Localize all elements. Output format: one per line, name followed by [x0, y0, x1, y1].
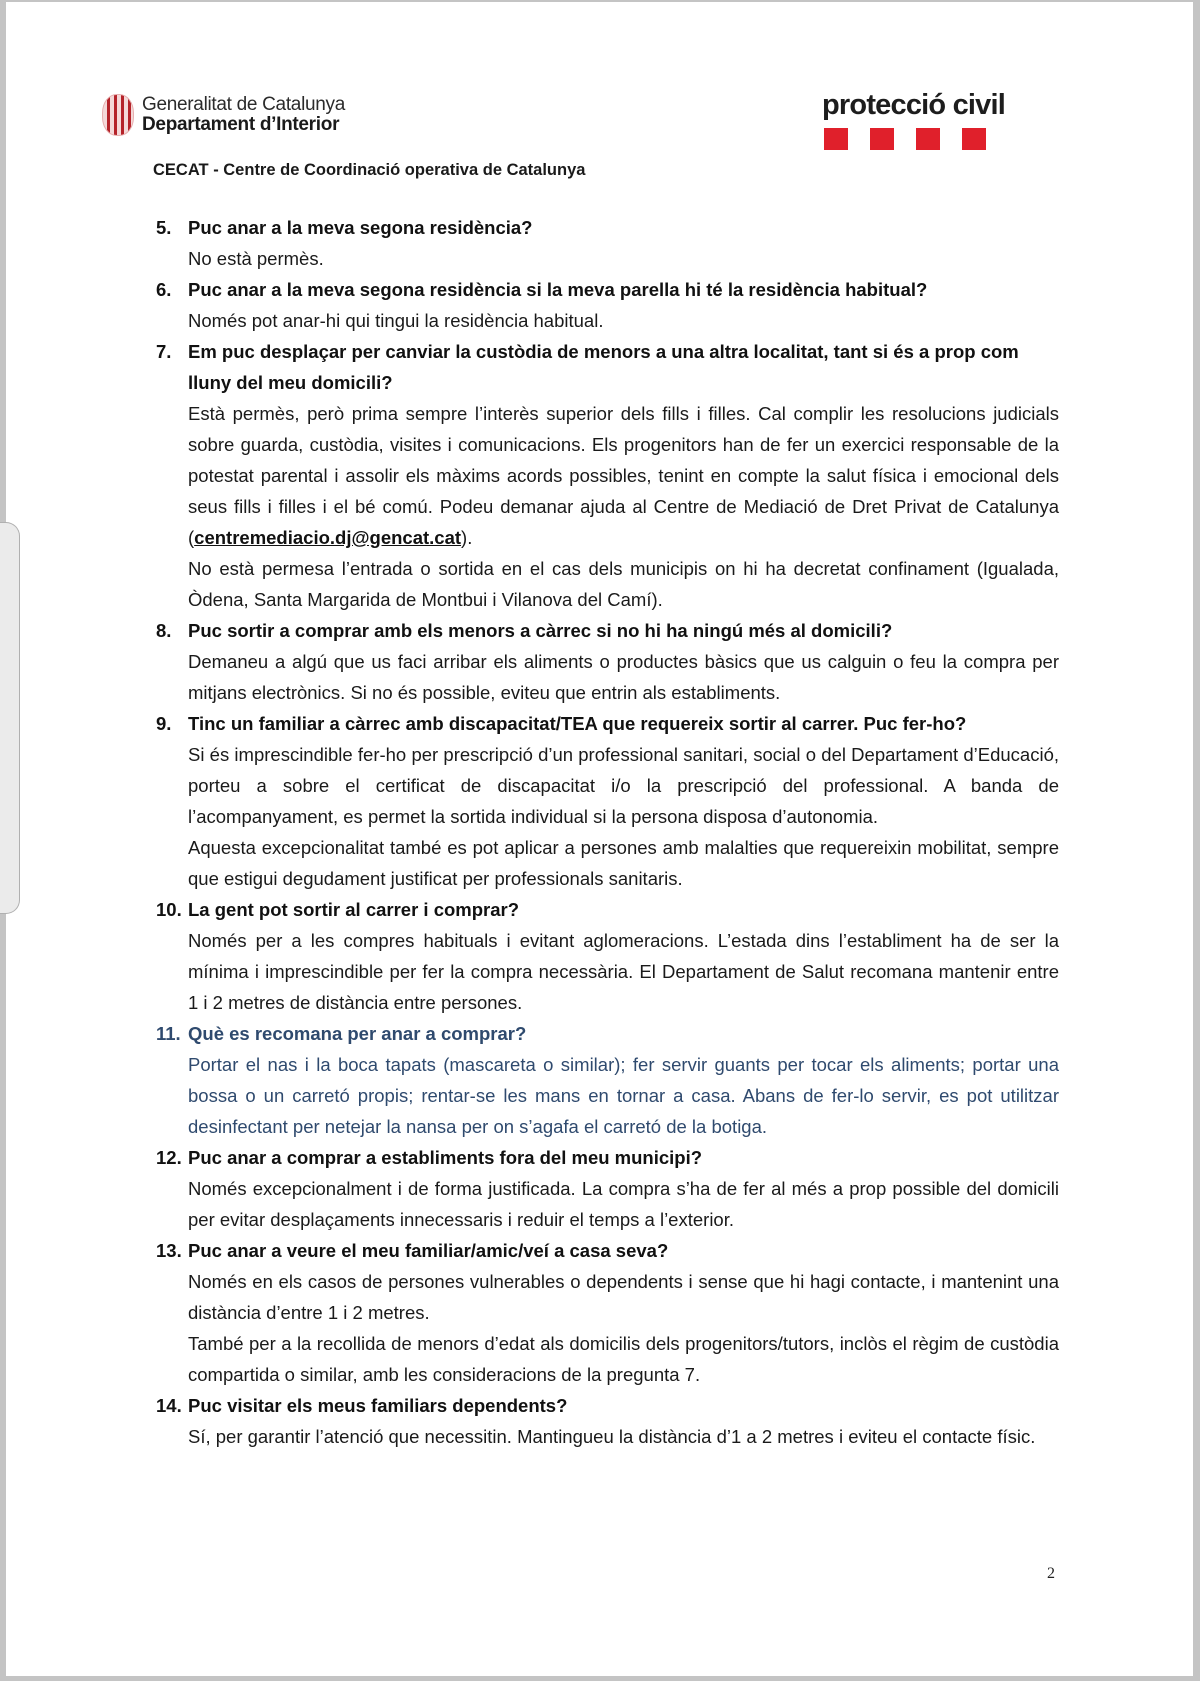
- answer-text: Només en els casos de persones vulnerables o dependents i sense que hi hagi contacte, i mantenint una distància d’entre 1 i 2 metres.: [188, 1271, 1059, 1323]
- red-square-icon: [824, 128, 848, 150]
- answer-text: També per a la recollida de menors d’edat als domicilis dels progenitors/tutors, inclòs el règim de custòdia compartida o similar, amb les consideracions de la pregunta 7.: [188, 1333, 1059, 1385]
- document-page: [6, 2, 1193, 1676]
- question-number: 14.: [156, 1395, 182, 1416]
- proteccio-civil-logo: [822, 90, 1005, 150]
- org-name: Generalitat de Catalunya: [142, 94, 345, 115]
- faq-item-5: [156, 212, 1059, 274]
- question-text: Puc anar a comprar a establiments fora del meu municipi?: [188, 1147, 703, 1168]
- faq-item-10: [156, 894, 1059, 1018]
- answer-text: Sí, per garantir l’atenció que necessitin. Mantingueu la distància d’1 a 2 metres i eviteu el contacte físic.: [188, 1426, 1036, 1447]
- faq-item-6: [156, 274, 1059, 336]
- question-number: 10.: [156, 899, 182, 920]
- question-number: 7.: [156, 341, 172, 362]
- faq-item-14: [156, 1390, 1059, 1452]
- email-link[interactable]: centremediacio.dj@gencat.cat: [194, 527, 462, 548]
- faq-item-11: [156, 1018, 1059, 1142]
- document-subtitle: CECAT - Centre de Coordinació operativa de Catalunya: [153, 161, 586, 179]
- faq-item-13: [156, 1235, 1059, 1390]
- pc-logo-text: protecció civil: [822, 89, 1006, 121]
- faq-list: [156, 212, 1059, 1452]
- faq-item-9: [156, 708, 1059, 894]
- answer-text: No està permesa l’entrada o sortida en el cas dels municipis on hi ha decretat confinament (Igualada, Òdena, Santa Margarida de Montbui i Vilanova del Camí).: [188, 558, 1059, 610]
- question-text: Puc anar a la meva segona residència si la meva parella hi té la residència habitual?: [188, 279, 928, 300]
- answer-text: No està permès.: [188, 248, 324, 269]
- answer-text: Portar el nas i la boca tapats (mascareta o similar); fer servir guants per tocar els aliments; portar una bossa o un carretó propis; rentar-se les mans en tornar a casa. Abans de fer-lo servir, es pot utilitzar desinfectant per netejar la nansa per on s’agafa el carretó de la botiga.: [188, 1054, 1059, 1137]
- question-text: Puc anar a veure el meu familiar/amic/veí a casa seva?: [188, 1240, 669, 1261]
- question-number: 9.: [156, 713, 172, 734]
- question-number: 13.: [156, 1240, 182, 1261]
- generalitat-logo: [102, 94, 345, 136]
- faq-item-12: [156, 1142, 1059, 1235]
- question-number: 11.: [156, 1023, 181, 1044]
- question-text: Puc sortir a comprar amb els menors a càrrec si no hi ha ningú més al domicili?: [188, 620, 893, 641]
- question-text: Puc visitar els meus familiars dependents?: [188, 1395, 568, 1416]
- answer-text: Només per a les compres habituals i evitant aglomeracions. L’estada dins l’establiment ha de ser la mínima i imprescindible per fer la compra necessària. El Departament de Salut recomana mantenir entre 1 i 2 metres de distància entre persones.: [188, 930, 1059, 1013]
- answer-text: Si és imprescindible fer-ho per prescripció d’un professional sanitari, social o del Departament d’Educació, porteu a sobre el certificat de discapacitat i/o la prescripció del professional. A banda de l’acompanyament, es permet la sortida individual si la persona disposa d’autonomia.: [188, 744, 1059, 827]
- faq-item-7: [156, 336, 1059, 615]
- red-square-icon: [962, 128, 986, 150]
- answer-text-part: Està permès, però prima sempre l’interès superior dels fills i filles. Cal complir les resolucions judicials sobre guarda, custòdia, visites i comunicacions. Els progenitors han de fer un exercici responsable de la potestat parental i assolir els màxims acords possibles, tenint en compte la salut física i emocional dels seus fills i filles i el bé comú. Podeu demanar ajuda al Centre de Mediació de Dret Privat de Catalunya (: [188, 403, 1059, 548]
- question-text: Em puc desplaçar per canviar la custòdia de menors a una altra localitat, tant si és a prop com lluny del meu domicili?: [188, 341, 1019, 393]
- question-number: 5.: [156, 217, 172, 238]
- catalan-coat-of-arms-icon: [102, 94, 134, 136]
- question-text: Puc anar a la meva segona residència?: [188, 217, 533, 238]
- page-number: 2: [1047, 1565, 1055, 1582]
- question-text: Tinc un familiar a càrrec amb discapacitat/TEA que requereix sortir al carrer. Puc fer-ho?: [188, 713, 967, 734]
- answer-text: Només excepcionalment i de forma justificada. La compra s’ha de fer al més a prop possible del domicili per evitar desplaçaments innecessaris i reduir el temps a l’exterior.: [188, 1178, 1059, 1230]
- side-panel-handle[interactable]: [0, 522, 20, 914]
- faq-item-8: [156, 615, 1059, 708]
- answer-text-part: ).: [461, 527, 473, 548]
- answer-text: Només pot anar-hi qui tingui la residència habitual.: [188, 310, 604, 331]
- answer-text: Aquesta excepcionalitat també es pot aplicar a persones amb malalties que requereixin mobilitat, sempre que estigui degudament justificat per professionals sanitaris.: [188, 837, 1059, 889]
- answer-text: [188, 398, 1059, 553]
- question-text: Què es recomana per anar a comprar?: [188, 1023, 527, 1044]
- question-number: 12.: [156, 1147, 182, 1168]
- red-square-icon: [916, 128, 940, 150]
- pc-logo-squares: [824, 128, 1005, 150]
- question-number: 6.: [156, 279, 172, 300]
- red-square-icon: [870, 128, 894, 150]
- question-text: La gent pot sortir al carrer i comprar?: [188, 899, 520, 920]
- department-name: Departament d’Interior: [142, 114, 340, 135]
- question-number: 8.: [156, 620, 172, 641]
- answer-text: Demaneu a algú que us faci arribar els aliments o productes bàsics que us calguin o feu la compra per mitjans electrònics. Si no és possible, eviteu que entrin als establiments.: [188, 651, 1059, 703]
